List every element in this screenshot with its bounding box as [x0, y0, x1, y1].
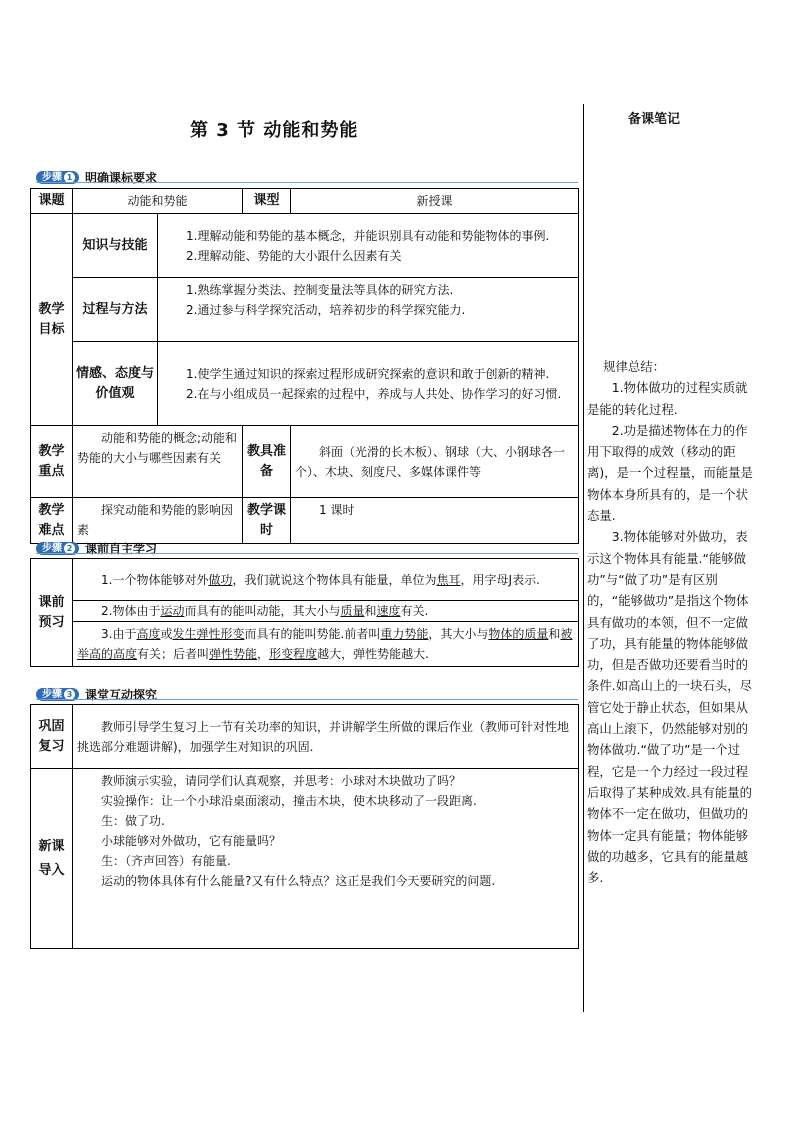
type-value: 新授课 [291, 189, 579, 214]
goal-label: 过程与方法 [73, 278, 158, 342]
preview-item: 2.物体由于运动而具有的能叫动能，其大小与质量和速度有关. [73, 601, 579, 622]
step-header-1 [36, 170, 157, 184]
sidebar-heading: 备课笔记 [628, 112, 681, 127]
step-underline [36, 182, 578, 183]
goal-label: 知识与技能 [73, 214, 158, 278]
key-value: 动能和势能的概念;动能和势能的大小与哪些因素有关 [73, 426, 243, 498]
step-header-2 [36, 541, 157, 555]
step-badge: 步骤 1 [36, 171, 79, 184]
step-underline [36, 699, 578, 700]
intro-label: 新课导入 [31, 769, 73, 949]
difficulty-label: 教学难点 [31, 498, 73, 544]
step-label: 课堂互动探究 [85, 687, 158, 702]
preview-label: 课前预习 [31, 559, 73, 667]
prep-value: 斜面（光滑的长木板）、钢球（大、小钢球各一个）、木块、刻度尺、多媒体课件等 [291, 426, 579, 498]
hours-value: 1 课时 [291, 498, 579, 544]
goal-label: 情感、态度与价值观 [73, 342, 158, 426]
difficulty-value: 探究动能和势能的影响因素 [73, 498, 243, 544]
step-badge: 步骤 3 [36, 688, 79, 701]
note-item: 1.物体做功的过程实质就是能的转化过程. [587, 380, 748, 417]
note-heading: 规律总结： [603, 359, 666, 374]
key-label: 教学重点 [31, 426, 73, 498]
step-underline [36, 553, 578, 554]
review-label: 巩固复习 [31, 705, 73, 769]
step-label: 明确课标要求 [85, 170, 158, 185]
column-divider [583, 104, 584, 1012]
note-item: 3.物体能够对外做功，表示这个物体具有能量.“能够做功”与“做了功”是有区别的，“能够做功”是指这个物体具有做功的本领，但不一定做了功，具有能量的物体能够做功，但是否做功还要看当时的条件.如高山上的一块石头，尽管它处于静止状态，但如果从高山上滚下，仍然能够对别的物体做功.“做了功”是一个过程，它是一个力经过一段过程后取得了某种成效.具有能量的物体不一定在做功，但做功的物体一定具有能量；物体能够做的功越多，它具有的能量越多. [587, 529, 753, 886]
preview-item: 3.由于高度或发生弹性形变而具有的能叫势能.前者叫重力势能，其大小与物体的质量和被举高的高度有关；后者叫弹性势能，形变程度越大，弹性势能越大. [73, 622, 579, 667]
page-title: 第 3 节 动能和势能 [190, 120, 359, 141]
preview-item: 1.一个物体能够对外做功，我们就说这个物体具有能量，单位为焦耳，用字母J表示. [73, 559, 579, 601]
sidebar-notes [587, 356, 757, 888]
goal-content: 1.理解动能和势能的基本概念，并能识别具有动能和势能物体的事例. 2.理解动能、势能的大小跟什么因素有关 [158, 214, 579, 278]
intro-content: 教师演示实验，请同学们认真观察，并思考：小球对木块做功了吗？ 实验操作：让一个小球沿桌面滚动，撞击木块，使木块移动了一段距离. 生：做了功. 小球能够对外做功，它有能量吗？ 生：（齐声回答）有能量. 运动的物体具体有什么能量?又有什么特点？这正是我们今天要研究的问题. [73, 769, 579, 949]
class-activity-table [30, 704, 579, 949]
goal-content: 1.使学生通过知识的探索过程形成研究探索的意识和敢于创新的精神. 2.在与小组成员一起探索的过程中，养成与人共处、协作学习的好习惯. [158, 342, 579, 426]
review-text: 教师引导学生复习上一节有关功率的知识，并讲解学生所做的课后作业（教师可针对性地挑选部分难题讲解)，加强学生对知识的巩固. [73, 705, 579, 769]
note-item: 2.功是描述物体在力的作用下取得的成效（移动的距离)，是一个过程量，而能量是物体本身所具有的，是一个状态量. [587, 422, 753, 524]
prep-label: 教具准备 [243, 426, 291, 498]
preview-table [30, 558, 579, 667]
goals-label: 教学目标 [31, 214, 73, 426]
goal-content: 1.熟练掌握分类法、控制变量法等具体的研究方法. 2.通过参与科学探究活动，培养初步的科学探究能力. [158, 278, 579, 342]
hours-label: 教学课时 [243, 498, 291, 544]
type-label: 课型 [243, 189, 291, 214]
step-badge: 步骤 2 [36, 542, 79, 555]
step-label: 课前自主学习 [85, 541, 158, 556]
course-value: 动能和势能 [73, 189, 243, 214]
lesson-info-table [30, 188, 579, 544]
course-label: 课题 [31, 189, 73, 214]
step-header-3 [36, 687, 157, 701]
